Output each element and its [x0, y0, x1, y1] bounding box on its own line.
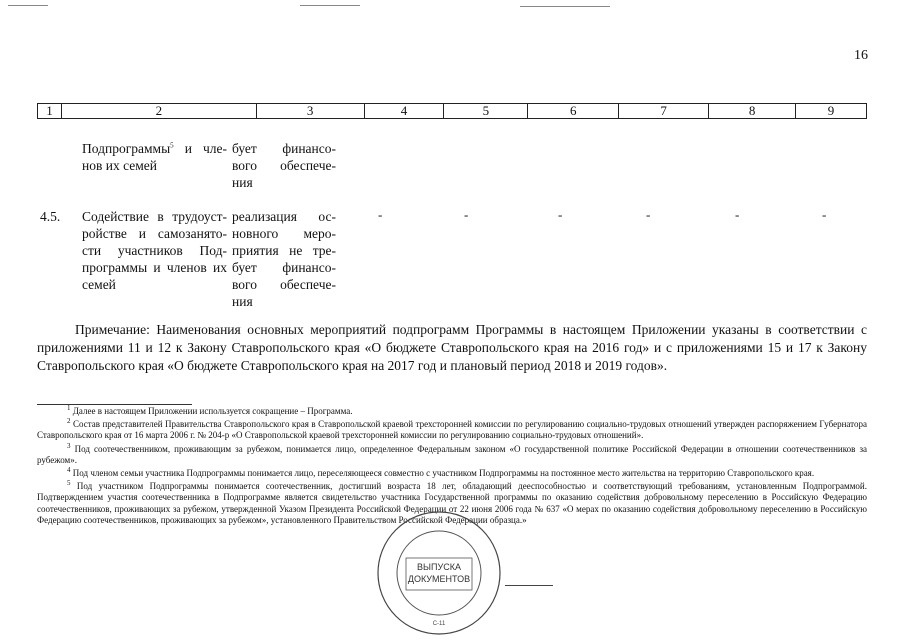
value-cell: -: [378, 207, 383, 222]
funding-note-continued: бует финансо- вого обеспече- ния: [232, 141, 336, 190]
column-number: 8: [709, 104, 796, 119]
scan-artifact: [300, 5, 360, 6]
scan-artifact: [520, 6, 610, 7]
column-number: 3: [256, 104, 364, 119]
column-number-row: [37, 103, 867, 119]
footnote-4: $^4$ Под членом семьи участника Подпрограммы понимается лицо, переселяющееся совместно с участником Подпрограммы на постоянное место жительства на территорию Ставропольского края.: [67, 466, 815, 479]
footnote-separator: [37, 404, 192, 405]
stamp-text-line1: ВЫПУСКА: [417, 562, 461, 572]
footnote-3: $^3$ Под соотечественником, проживающим за рубежом, понимается лицо, определенное Федеральным законом «О государственной политике Российской Федерации в отношении соотечественников за рубежом».: [37, 441, 867, 465]
footnote-5: $^5$ Под участником Подпрограммы понимается соотечественник, достигший возраста 18 лет, обладающий дееспособностью и соответствующий требованиям, установленным Подпрограммой. Подтверждением участия соотечественника в Подпрограмме является свидетельство участника Государственной программы по оказанию содействия добровольному переселению в Российскую Федерацию соотечественников, проживающих за рубежом, утвержденной Указом Президента Российской Федерации от 22 июня 2006 года № 637 «О мерах по оказанию содействия добровольному переселению в Российскую Федерацию соотечественников, проживающих за рубежом», установленного Правительством Российской Федерации образца.»: [37, 479, 867, 525]
stamp-code: С-11: [432, 621, 446, 627]
column-number: 4: [364, 104, 444, 119]
activity-name-continued: Подпрограммы$^5$ и чле- нов их семей: [82, 141, 227, 173]
note-paragraph: Примечание: Наименования основных мероприятий подпрограмм Программы в настоящем Приложении указаны в соответствии с приложениями 11 и 12 к Закону Ставропольского края «О бюджете Ставропольского края на 2016 год» и с приложениями 15 и 17 к Закону Ставропольского края «О бюджете Ставропольского края на 2017 год и плановый период 2018 и 2019 годов».: [37, 322, 867, 373]
official-stamp: [376, 510, 502, 636]
footnote-2: $^2$ Состав представителей Правительства Ставропольского края в Ставропольской краевой трехсторонней комиссии по регулированию социально-трудовых отношений утвержден распоряжением Губернатора Ставропольского края от 16 марта 2006 г. № 204-р «О Ставропольской краевой трехсторонней комиссии по регулированию социально-трудовых отношений».: [37, 417, 867, 441]
column-number: 9: [796, 104, 867, 119]
column-number: 7: [619, 104, 709, 119]
activity-name: Содействие в трудоуст- ройстве и самозанято- сти участников Под- программы и членов их семей: [82, 209, 227, 292]
value-cell: -: [464, 207, 469, 222]
row-number: 4.5.: [40, 209, 61, 224]
column-number: 2: [61, 104, 256, 119]
signature-line: [505, 585, 553, 586]
scan-artifact: [8, 5, 48, 6]
page-number: 16: [854, 48, 868, 63]
value-cell: -: [822, 207, 827, 222]
value-cell: -: [735, 207, 740, 222]
value-cell: -: [646, 207, 651, 222]
column-number: 6: [528, 104, 619, 119]
value-cell: -: [558, 207, 563, 222]
footnote-1: $^1$ Далее в настоящем Приложении используется сокращение – Программа.: [67, 404, 353, 416]
column-number: 1: [38, 104, 62, 119]
column-number: 5: [444, 104, 528, 119]
stamp-text-line2: ДОКУМЕНТОВ: [407, 574, 471, 584]
funding-note: реализация ос- новного меро- приятия не тре- бует финансо- вого обеспече- ния: [232, 209, 336, 309]
